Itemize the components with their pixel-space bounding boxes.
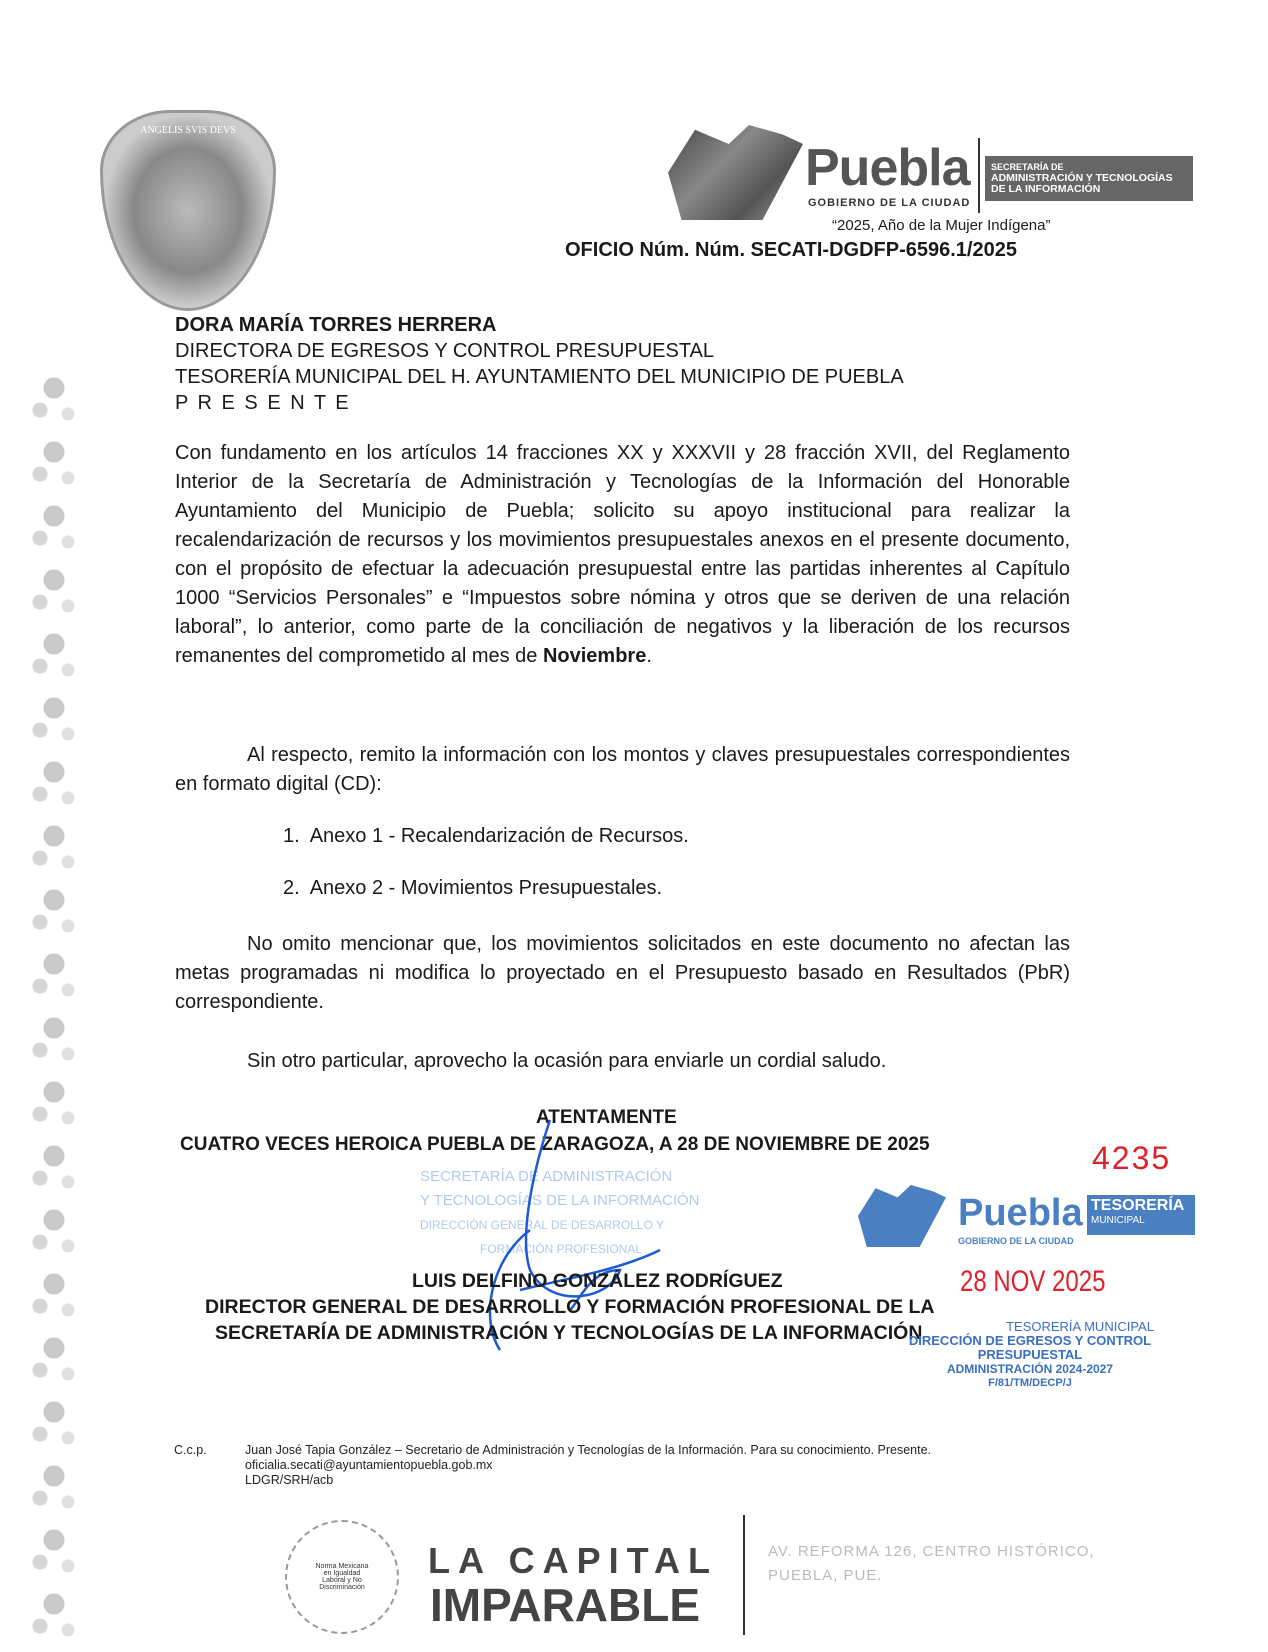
- cc-recipient: Juan José Tapia González – Secretario de Administración y Tecnologías de la Información. Para su conocimiento. Presente.: [245, 1443, 932, 1457]
- tesoreria-box-title: TESORERÍA: [1091, 1197, 1185, 1214]
- received-line: ADMINISTRACIÓN 2024-2027: [946, 1362, 1114, 1376]
- cc-email: oficialia.secati@ayuntamientopuebla.gob.mx: [245, 1458, 493, 1472]
- oficio-number: OFICIO Núm. Núm. SECATI-DGDFP-6596.1/2025: [565, 239, 1017, 261]
- tesoreria-logo-subtitle: GOBIERNO DE LA CIUDAD: [958, 1236, 1074, 1246]
- secretaria-line: DE LA INFORMACIÓN: [991, 183, 1101, 195]
- tesoreria-logo-icon: [858, 1185, 946, 1247]
- igualdad-laboral-badge: [285, 1520, 399, 1634]
- received-line: F/81/TM/DECP/J: [988, 1377, 1072, 1389]
- address-line: AV. REFORMA 126, CENTRO HISTÓRICO,: [768, 1543, 1095, 1560]
- seal-text: ANGELIS SVIS DEVS: [140, 125, 236, 136]
- received-line: TESORERÍA MUNICIPAL: [1006, 1319, 1154, 1334]
- atentamente: ATENTAMENTE: [536, 1107, 677, 1128]
- addressee-position: DIRECTORA DE EGRESOS Y CONTROL PRESUPUESTAL: [175, 340, 715, 362]
- received-line: DIRECCIÓN DE EGRESOS Y CONTROL: [908, 1333, 1152, 1348]
- cc-block: [245, 1443, 931, 1488]
- signer-name: LUIS DELFINO GONZÁLEZ RODRÍGUEZ: [412, 1270, 783, 1292]
- body-paragraph-2: Al respecto, remito la información con los montos y claves presupuestales correspondientes en formato digital (CD):: [175, 744, 1070, 795]
- stamp-line: FORMACIÓN PROFESIONAL: [480, 1242, 643, 1256]
- puebla-logo-icon: [668, 125, 803, 220]
- tesoreria-logo-word: Puebla: [958, 1192, 1083, 1234]
- footer-divider: [743, 1515, 745, 1635]
- cc-initials: LDGR/SRH/acb: [245, 1473, 334, 1487]
- signer-title-2: SECRETARÍA DE ADMINISTRACIÓN Y TECNOLOGÍAS DE LA INFORMACIÓN: [215, 1322, 923, 1344]
- month-emphasis: Noviembre: [542, 645, 647, 667]
- badge-text: Norma Mexicana en Igualdad Laboral y No Discriminación: [315, 1563, 369, 1591]
- secretaria-line: ADMINISTRACIÓN Y TECNOLOGÍAS: [991, 172, 1173, 184]
- tesoreria-box: [1087, 1195, 1195, 1235]
- folio-number: 4235: [1092, 1140, 1172, 1176]
- received-line: PRESUPUESTAL: [977, 1347, 1083, 1362]
- secretaria-line: SECRETARÍA DE: [991, 162, 1064, 172]
- presente: P R E S E N T E: [175, 392, 351, 414]
- stamp-line: SECRETARÍA DE ADMINISTRACIÓN: [420, 1168, 673, 1185]
- tesoreria-box-sub: MUNICIPAL: [1091, 1215, 1145, 1226]
- slogan-line-2: IMPARABLE: [430, 1579, 701, 1631]
- logo-divider: [978, 138, 980, 213]
- addressee-name: DORA MARÍA TORRES HERRERA: [175, 314, 497, 336]
- place-date: CUATRO VECES HEROICA PUEBLA DE ZARAGOZA, A 28 DE NOVIEMBRE DE 2025: [180, 1134, 930, 1155]
- body-paragraph-3: No omito mencionar que, los movimientos solicitados en este documento no afectan las metas programadas ni modifica lo proyectado en el Presupuesto basado en Resultados (PbR) correspondiente.: [175, 933, 1070, 1013]
- puebla-logo-word: Puebla: [805, 139, 970, 197]
- year-motto: “2025, Año de la Mujer Indígena”: [832, 217, 1051, 234]
- footer-address: [768, 1540, 1095, 1588]
- signer-title-1: DIRECTOR GENERAL DE DESARROLLO Y FORMACIÓN PROFESIONAL DE LA: [205, 1296, 935, 1318]
- decorative-border: [28, 370, 80, 1650]
- city-seal-logo: [100, 110, 276, 311]
- addressee-block: [175, 312, 904, 416]
- cc-label: C.c.p.: [174, 1443, 207, 1457]
- stamp-line: DIRECCIÓN GENERAL DE DESARROLLO Y: [420, 1218, 665, 1232]
- addressee-institution: TESORERÍA MUNICIPAL DEL H. AYUNTAMIENTO DEL MUNICIPIO DE PUEBLA: [175, 366, 904, 388]
- body-paragraph-1: Con fundamento en los artículos 14 fracciones XX y XXXVII y 28 fracción XVII, del Reglamento Interior de la Secretaría de Administración y Tecnologías de la Información del Honorable Ayuntamiento del Municipio de Puebla; solicito su apoyo institucional para realizar la recalendarización de recursos y los movimientos presupuestales anexos en el presente documento, con el propósito de efectuar la adecuación presupuestal entre las partidas inherentes al Capítulo 1000 “Servicios Personales” e “Impuestos sobre nómina y otros que se deriven de una relación laboral”, lo anterior, como parte de la conciliación de negativos y la liberación de los recursos remanentes del comprometido al mes de Noviembre.: [175, 442, 1070, 667]
- received-stamp-text: [880, 1320, 1180, 1390]
- annex-item: 1. Anexo 1 - Recalendarización de Recursos.: [283, 825, 689, 847]
- stamp-line: Y TECNOLOGÍAS DE LA INFORMACIÓN: [420, 1192, 700, 1209]
- address-line: PUEBLA, PUE.: [768, 1567, 883, 1584]
- annex-item: 2. Anexo 2 - Movimientos Presupuestales.: [283, 877, 663, 899]
- paragraph-text: Con fundamento en los artículos 14 fracciones XX y XXXVII y 28 fracción XVII, del Reglamento Interior de la Secretaría de Administración y Tecnologías de la Información del Honorable Ayuntamiento del Municipio de Puebla; solicito su apoyo institucional para realizar la recalendarización de recursos y los movimientos presupuestales anexos en el presente documento, con el propósito de efectuar la adecuación presupuestal entre las partidas inherentes al Capítulo 1000 “Servicios Personales” e “Impuestos sobre nómina y otros que se deriven de una relación laboral”, lo anterior, como parte de la conciliación de negativos y la liberación de los recursos remanentes del comprometido al mes de: [175, 442, 1070, 667]
- slogan-line-1: LA CAPITAL: [428, 1540, 718, 1581]
- closing: Sin otro particular, aprovecho la ocasión para enviarle un cordial saludo.: [247, 1050, 887, 1072]
- logo-subtitle: GOBIERNO DE LA CIUDAD: [808, 197, 971, 209]
- received-date: 28 NOV 2025: [960, 1265, 1106, 1298]
- secretaria-box: [985, 156, 1193, 201]
